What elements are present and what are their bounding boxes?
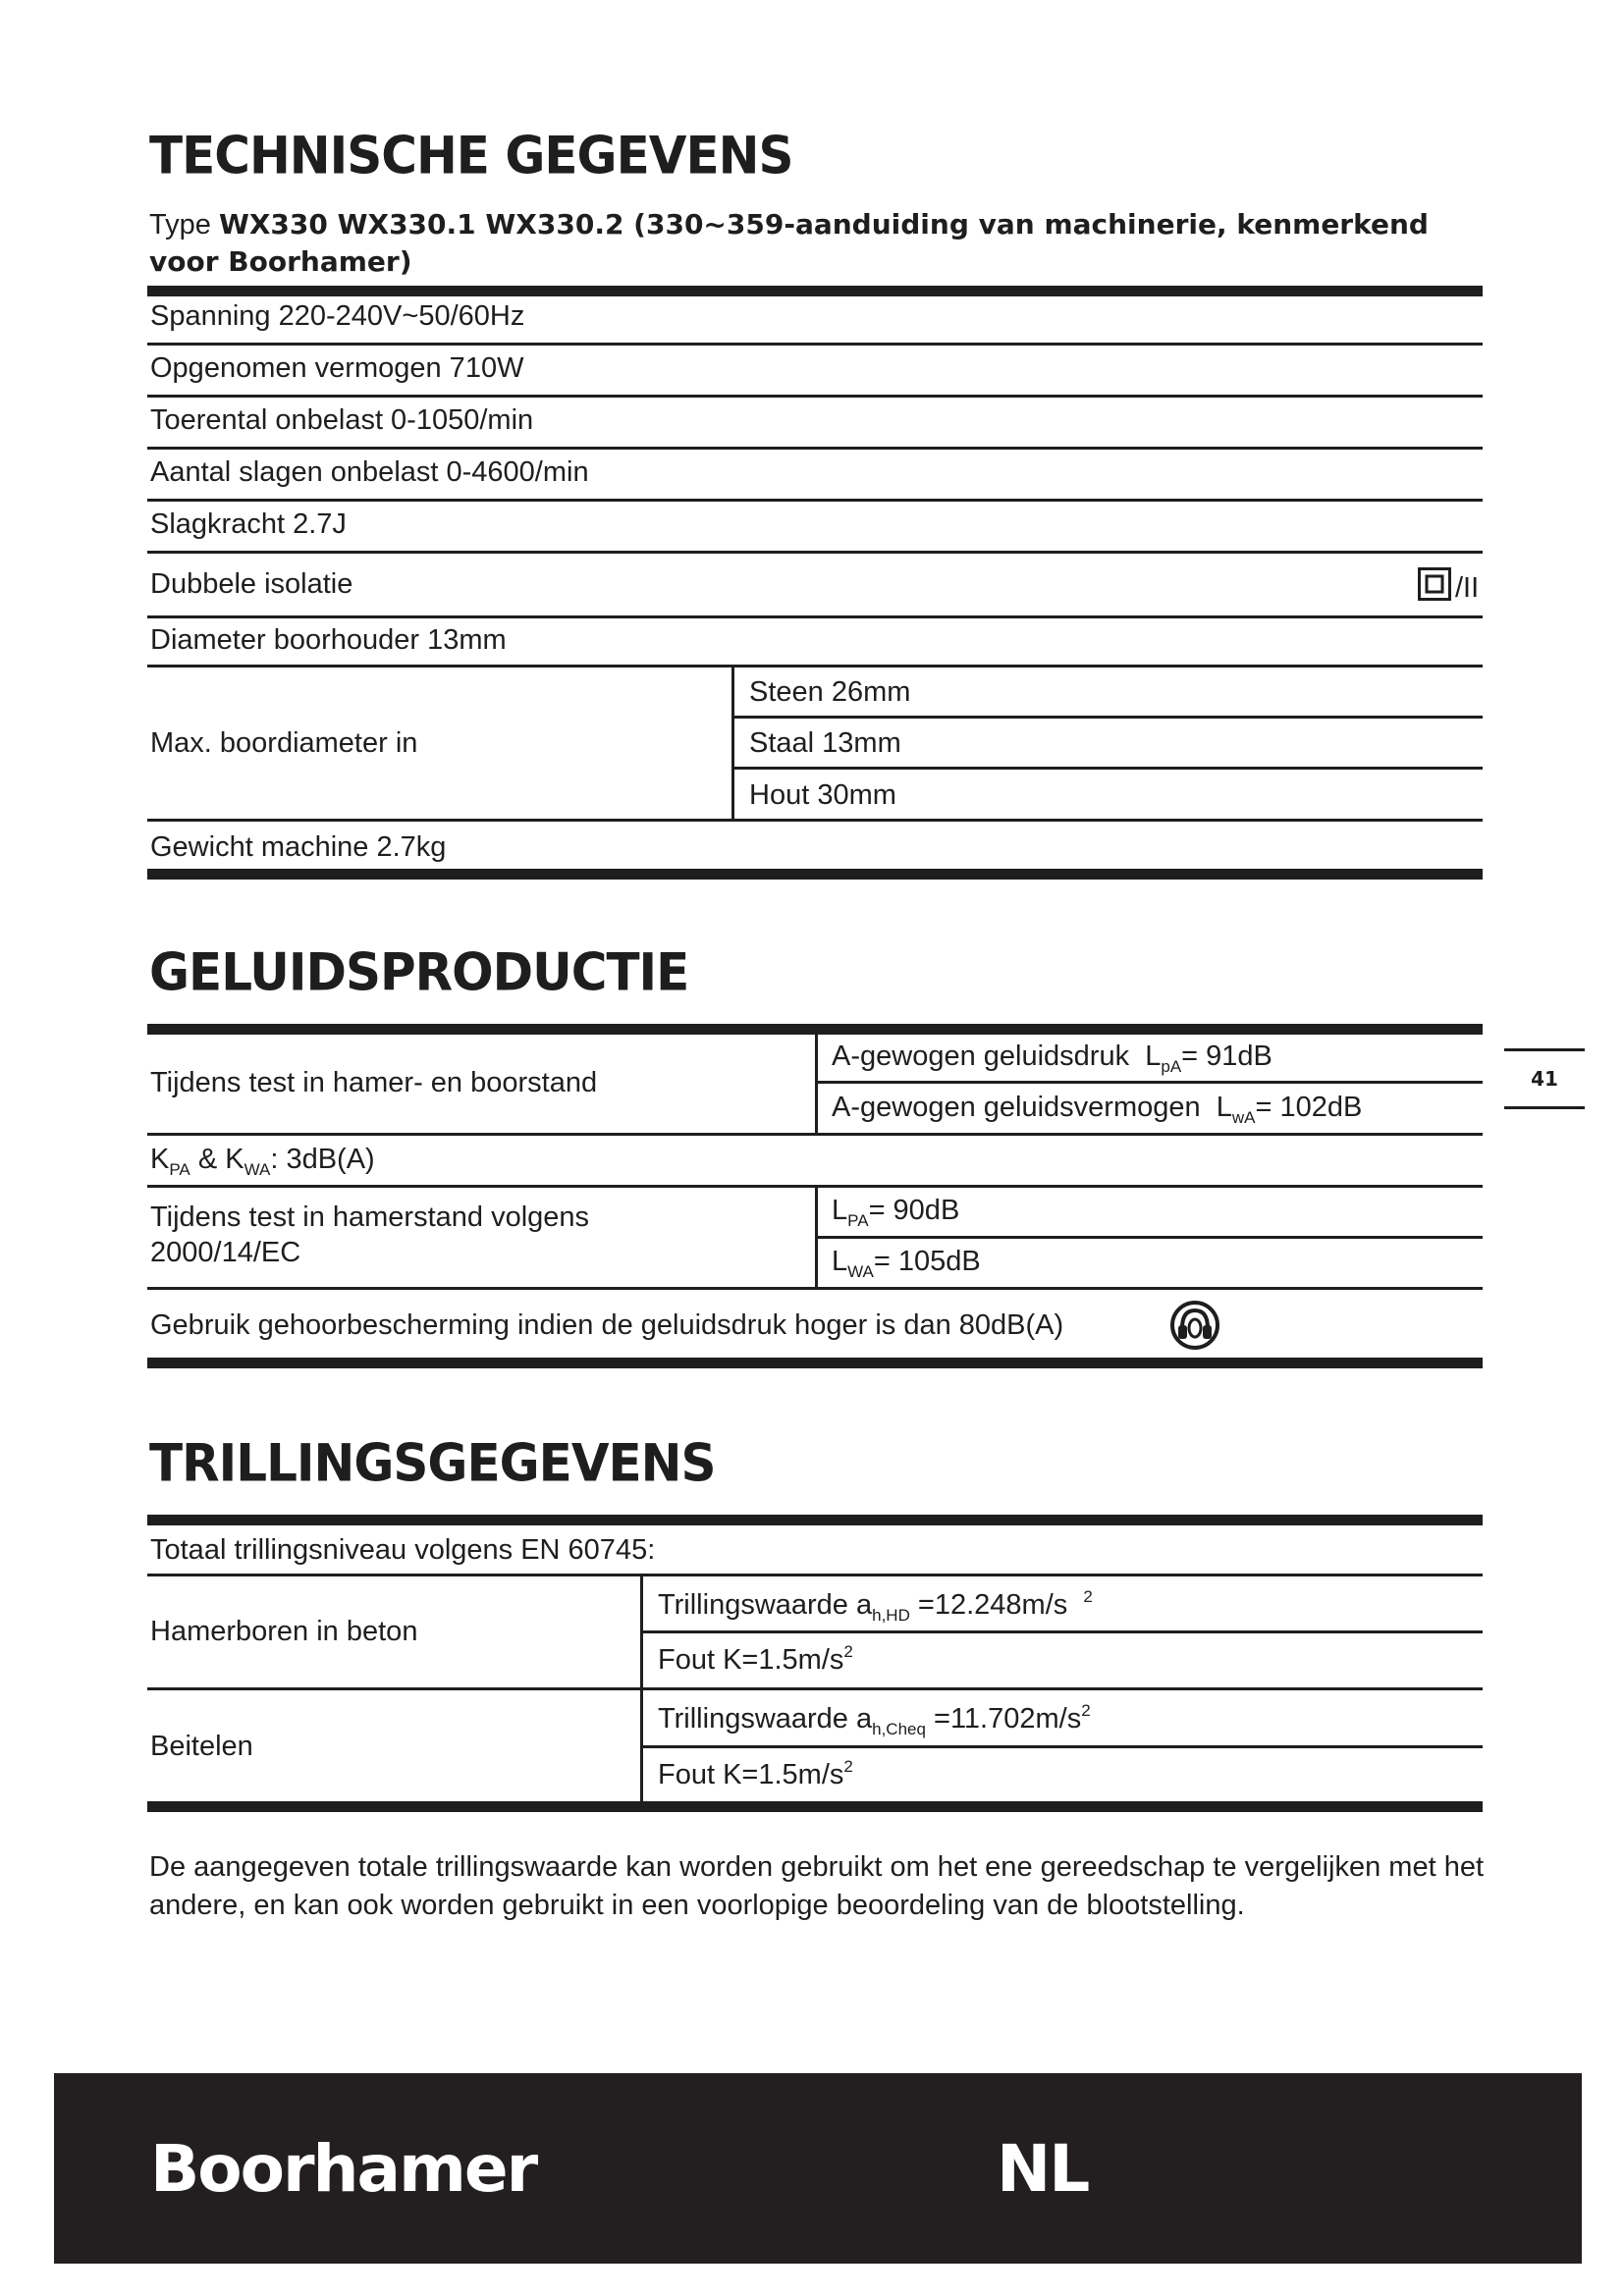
type-models: WX330 WX330.1 WX330.2 (330~359-aanduiding van machinerie, kenmerkend voor Boorhamer): [149, 208, 1429, 278]
k-value: : 3dB(A): [270, 1144, 375, 1175]
sound-heading: GELUIDSPRODUCTIE: [149, 942, 689, 1002]
spec-impact-rate: Aantal slagen onbelast 0-4600/min: [150, 456, 589, 488]
page-number-rule: [1504, 1106, 1585, 1109]
uncertainty-row: [150, 1142, 375, 1177]
hearing-protection-icon: [1169, 1299, 1220, 1352]
hammer-error-superscript: 2: [843, 1642, 853, 1661]
lpa2-row: [832, 1193, 959, 1228]
footer-product-title: Boorhamer: [150, 2131, 537, 2207]
hammer-vibration-number: =12.248m/s: [917, 1589, 1068, 1621]
hammer-drilling-label: Hamerboren in beton: [150, 1616, 418, 1647]
spec-insulation: Dubbele isolatie: [150, 568, 353, 600]
lpa-subscript: pA: [1161, 1057, 1182, 1076]
chisel-vibration-subscript: h,Cheq: [872, 1720, 926, 1738]
chisel-error-text: Fout K=1.5m/s: [658, 1759, 844, 1790]
row-divider: [147, 343, 1483, 346]
chisel-vibration-value: [658, 1701, 1091, 1736]
table-top-rule: [147, 286, 1483, 296]
k-and-symbol: & K: [197, 1144, 244, 1175]
chisel-error: [658, 1757, 853, 1792]
footer-language-code: NL: [997, 2131, 1089, 2207]
chisel-vibration-number: =11.702m/s: [934, 1703, 1082, 1735]
insulation-class: /II: [1455, 572, 1480, 604]
hammer-vibration-value: [658, 1587, 1093, 1623]
hammer-vibration-subscript: h,HD: [872, 1606, 910, 1625]
technical-heading: TECHNISCHE GEGEVENS: [149, 126, 793, 186]
max-drill-label: Max. boordiameter in: [150, 727, 418, 759]
k-subscript-pa: PA: [169, 1160, 190, 1179]
row-divider: [147, 447, 1483, 450]
spec-power: Opgenomen vermogen 710W: [150, 352, 524, 384]
row-divider: [147, 1574, 1483, 1576]
type-line: [149, 206, 1504, 281]
row-divider: [815, 1236, 1483, 1239]
hammer-vibration-text: Trillingswaarde a: [658, 1589, 873, 1621]
page-number: 41: [1531, 1067, 1558, 1091]
table-bottom-rule: [147, 1358, 1483, 1368]
spec-impact-energy: Slagkracht 2.7J: [150, 508, 347, 540]
chisel-vibration-text: Trillingswaarde a: [658, 1703, 873, 1735]
row-divider: [147, 819, 1483, 822]
table-bottom-rule: [147, 869, 1483, 880]
footer-bar: [54, 2073, 1582, 2264]
table-top-rule: [147, 1024, 1483, 1035]
lwa-subscript: wA: [1231, 1108, 1256, 1127]
row-divider: [731, 767, 1483, 770]
column-divider: [731, 665, 734, 821]
spec-voltage: Spanning 220-240V~50/60Hz: [150, 300, 525, 332]
lpa2-symbol: L: [832, 1195, 848, 1226]
hearing-protection-text: Gebruik gehoorbescherming indien de geluidsdruk hoger is dan 80dB(A): [150, 1309, 1064, 1341]
row-divider: [147, 1133, 1483, 1136]
lpa-label: A-gewogen geluidsdruk: [832, 1041, 1130, 1072]
row-divider: [147, 615, 1483, 618]
lwa-row: [832, 1090, 1362, 1125]
lwa2-subscript: WA: [847, 1262, 874, 1281]
chisel-vibration-superscript: 2: [1081, 1701, 1091, 1720]
lpa-value: = 91dB: [1181, 1041, 1272, 1072]
row-divider: [147, 499, 1483, 502]
row-divider: [147, 665, 1483, 667]
spec-weight: Gewicht machine 2.7kg: [150, 831, 447, 863]
row-divider: [147, 1287, 1483, 1290]
chisel-error-superscript: 2: [843, 1757, 853, 1776]
lwa-symbol: L: [1216, 1092, 1232, 1123]
row-divider: [147, 551, 1483, 554]
test-hammer-drill-label: Tijdens test in hamer- en boorstand: [150, 1067, 598, 1098]
k-symbol: K: [150, 1144, 170, 1175]
row-divider: [147, 1687, 1483, 1690]
table-bottom-rule: [147, 1801, 1483, 1812]
hammer-error-text: Fout K=1.5m/s: [658, 1644, 844, 1676]
lwa2-value: = 105dB: [873, 1246, 981, 1277]
chiselling-label: Beitelen: [150, 1731, 253, 1762]
type-prefix: Type: [149, 209, 211, 240]
page-number-rule: [1504, 1048, 1585, 1051]
vibration-total-label: Totaal trillingsniveau volgens EN 60745:: [150, 1534, 656, 1566]
lpa2-subscript: PA: [847, 1211, 869, 1230]
hammer-vibration-superscript: 2: [1083, 1587, 1093, 1606]
vibration-note: De aangegeven totale trillingswaarde kan worden gebruikt om het ene gereedschap te vergelijken met het andere, en kan ook worden gebruikt in een voorlopige beoordeling van de blootstelling.: [149, 1851, 1485, 1921]
max-drill-steel: Staal 13mm: [749, 727, 901, 759]
hammer-error: [658, 1642, 853, 1678]
row-divider: [147, 395, 1483, 398]
lwa2-row: [832, 1244, 981, 1279]
spec-chuck: Diameter boorhouder 13mm: [150, 624, 507, 656]
max-drill-wood: Hout 30mm: [749, 779, 896, 811]
table-top-rule: [147, 1515, 1483, 1525]
row-divider: [640, 1745, 1483, 1748]
column-divider: [815, 1035, 818, 1134]
double-insulation-icon: [1418, 567, 1451, 601]
test-hammer-label: Tijdens test in hamerstand volgens 2000/14/EC: [150, 1201, 590, 1268]
lwa-value: = 102dB: [1255, 1092, 1363, 1123]
lpa2-value: = 90dB: [868, 1195, 960, 1226]
row-divider: [731, 716, 1483, 719]
lpa-symbol: L: [1145, 1041, 1162, 1072]
k-subscript-wa: WA: [244, 1160, 271, 1179]
lwa2-symbol: L: [832, 1246, 848, 1277]
lpa-row: [832, 1039, 1272, 1074]
max-drill-stone: Steen 26mm: [749, 676, 911, 708]
row-divider: [640, 1630, 1483, 1633]
spec-speed: Toerental onbelast 0-1050/min: [150, 404, 534, 436]
row-divider: [815, 1081, 1483, 1084]
lwa-label: A-gewogen geluidsvermogen: [832, 1092, 1201, 1123]
vibration-heading: TRILLINGSGEGEVENS: [149, 1433, 716, 1493]
